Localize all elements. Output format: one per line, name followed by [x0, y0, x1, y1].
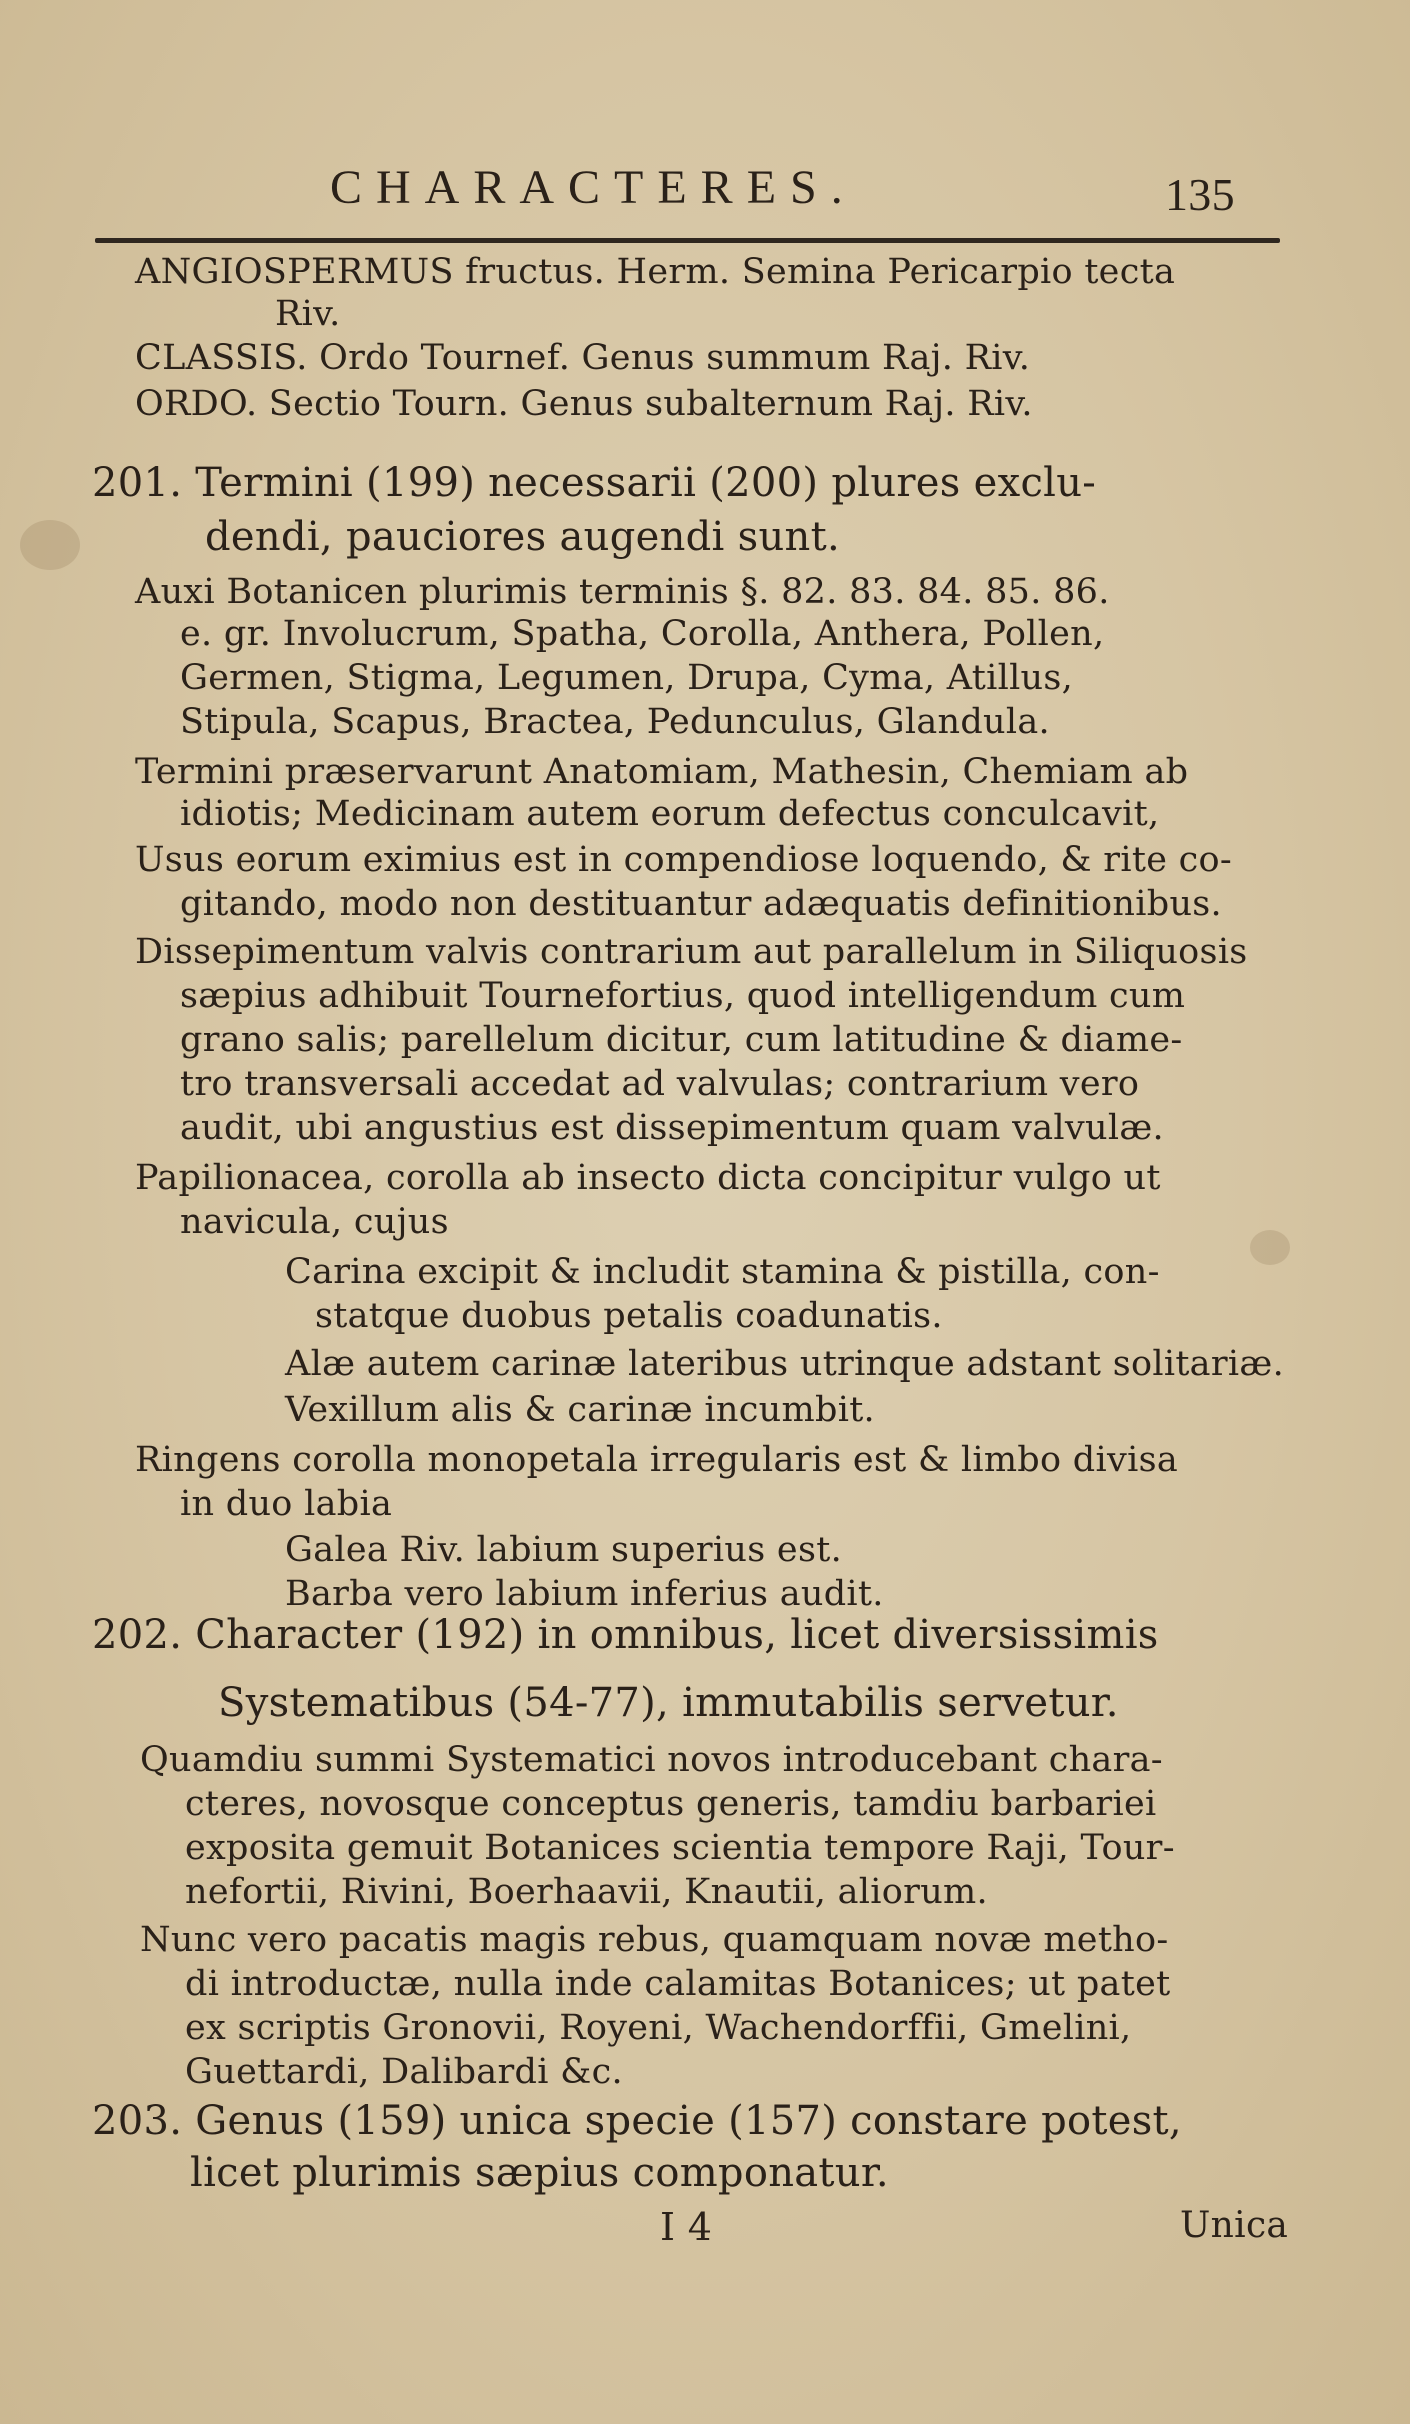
text-line: statque duobus petalis coadunatis.: [315, 1296, 943, 1336]
text-line: 201. Termini (199) necessarii (200) plures exclu-: [92, 460, 1097, 506]
text-line: Galea Riv. labium superius est.: [285, 1530, 842, 1570]
header-rule: [95, 238, 1280, 243]
text-line: nefortii, Rivini, Boerhaavii, Knautii, aliorum.: [185, 1872, 988, 1912]
text-line: Riv.: [275, 294, 341, 334]
text-line: di introductæ, nulla inde calamitas Botanices; ut patet: [185, 1964, 1171, 2004]
running-head-title: CHARACTERES.: [330, 161, 857, 214]
text-line: Guettardi, Dalibardi &c.: [185, 2052, 623, 2092]
text-line: gitando, modo non destituantur adæquatis definitionibus.: [180, 884, 1222, 924]
text-line: Nunc vero pacatis magis rebus, quamquam novæ metho-: [140, 1920, 1169, 1960]
text-line: navicula, cujus: [180, 1202, 449, 1242]
text-line: Systematibus (54-77), immutabilis servetur.: [218, 1680, 1119, 1726]
text-line: Ringens corolla monopetala irregularis est & limbo divisa: [135, 1440, 1179, 1480]
text-line: Termini præservarunt Anatomiam, Mathesin, Chemiam ab: [135, 752, 1189, 792]
catchword: Unica: [1180, 2205, 1289, 2246]
text-line: Vexillum alis & carinæ incumbit.: [285, 1390, 875, 1430]
text-line: ORDO. Sectio Tourn. Genus subalternum Raj. Riv.: [135, 384, 1033, 424]
text-line: cteres, novosque conceptus generis, tamdiu barbariei: [185, 1784, 1157, 1824]
page-number: 135: [1165, 169, 1235, 220]
text-line: Carina excipit & includit stamina & pistilla, con-: [285, 1252, 1160, 1292]
text-line: ANGIOSPERMUS fructus. Herm. Semina Pericarpio tecta: [135, 252, 1176, 292]
text-line: audit, ubi angustius est dissepimentum quam valvulæ.: [180, 1108, 1164, 1148]
text-line: exposita gemuit Botanices scientia tempore Raji, Tour-: [185, 1828, 1175, 1868]
text-line: idiotis; Medicinam autem eorum defectus conculcavit,: [180, 794, 1160, 834]
text-line: Germen, Stigma, Legumen, Drupa, Cyma, Atillus,: [180, 658, 1074, 698]
text-line: CLASSIS. Ordo Tournef. Genus summum Raj. Riv.: [135, 338, 1031, 378]
text-line: Usus eorum eximius est in compendiose loquendo, & rite co-: [135, 840, 1233, 880]
text-line: Papilionacea, corolla ab insecto dicta concipitur vulgo ut: [135, 1158, 1161, 1198]
text-line: Quamdiu summi Systematici novos introducebant chara-: [140, 1740, 1163, 1780]
text-line: in duo labia: [180, 1484, 393, 1524]
text-line: 202. Character (192) in omnibus, licet diversissimis: [92, 1612, 1159, 1658]
text-line: Stipula, Scapus, Bractea, Pedunculus, Glandula.: [180, 702, 1050, 742]
text-line: tro transversali accedat ad valvulas; contrarium vero: [180, 1064, 1140, 1104]
text-line: ex scriptis Gronovii, Royeni, Wachendorffii, Gmelini,: [185, 2008, 1132, 2048]
text-line: sæpius adhibuit Tournefortius, quod intelligendum cum: [180, 976, 1186, 1016]
text-line: 203. Genus (159) unica specie (157) constare potest,: [92, 2098, 1182, 2144]
text-line: licet plurimis sæpius componatur.: [190, 2150, 889, 2196]
text-line: Dissepimentum valvis contrarium aut parallelum in Siliquosis: [135, 932, 1248, 972]
paper-stain: [1250, 1230, 1290, 1265]
paper-stain: [20, 520, 80, 570]
text-line: grano salis; parellelum dicitur, cum latitudine & diame-: [180, 1020, 1183, 1060]
text-line: Alæ autem carinæ lateribus utrinque adstant solitariæ.: [285, 1344, 1285, 1384]
text-line: dendi, pauciores augendi sunt.: [205, 514, 840, 560]
text-line: e. gr. Involucrum, Spatha, Corolla, Anthera, Pollen,: [180, 614, 1105, 654]
text-line: Auxi Botanicen plurimis terminis §. 82. 83. 84. 85. 86.: [135, 572, 1110, 612]
text-line: Barba vero labium inferius audit.: [285, 1574, 884, 1614]
signature-mark: I 4: [660, 2205, 713, 2249]
